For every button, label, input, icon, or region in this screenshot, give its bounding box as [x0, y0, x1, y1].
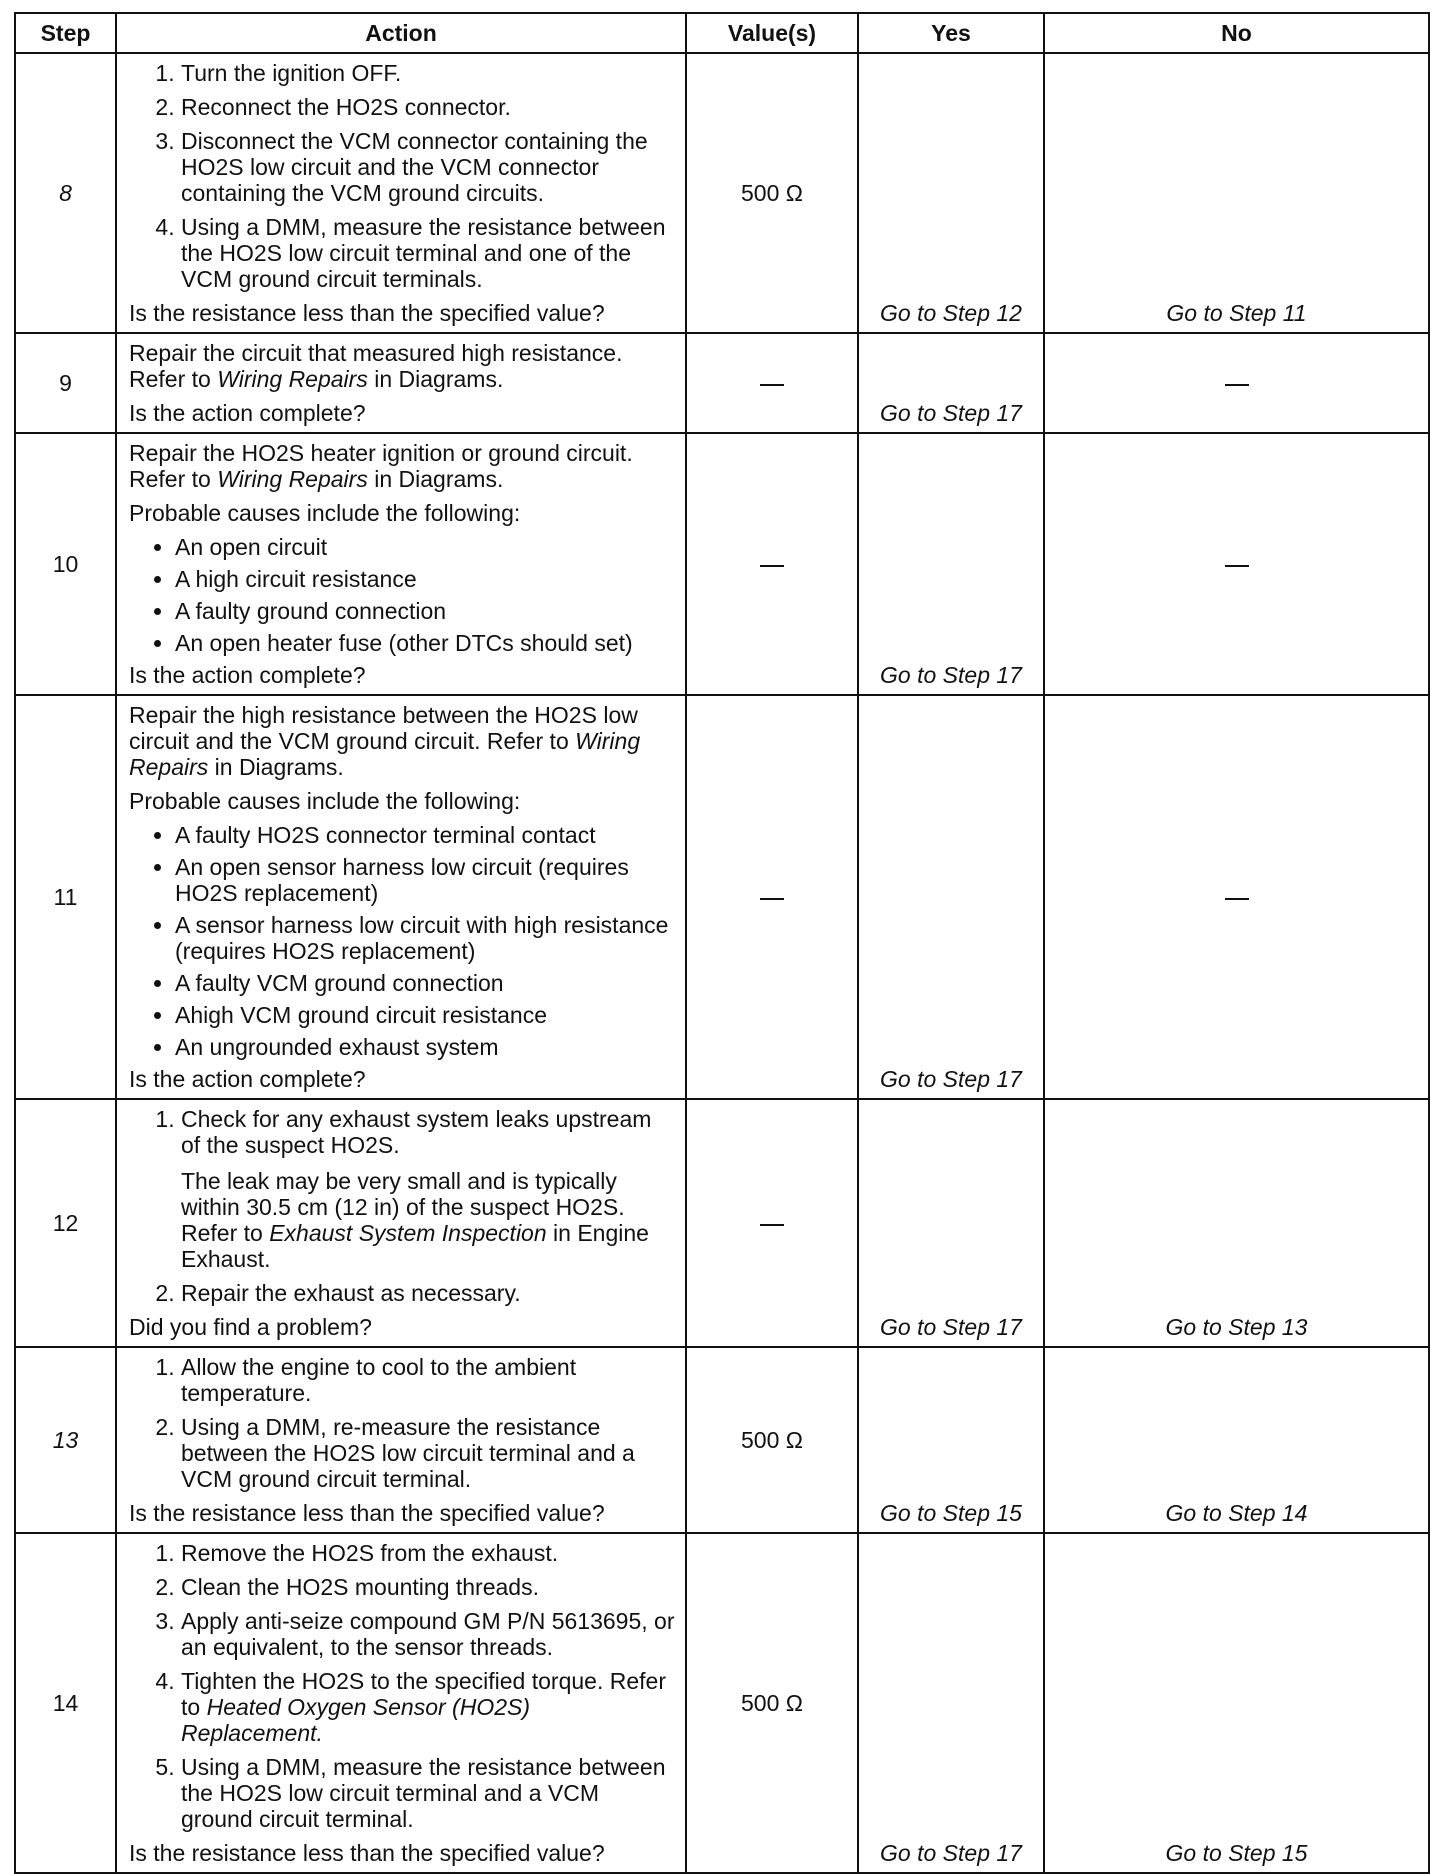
- header-step: Step: [15, 13, 116, 53]
- step-number: 11: [15, 695, 116, 1099]
- list-item: 4. Tighten the HO2S to the specified torque. Refer to Heated Oxygen Sensor (HO2S) Replacement.: [181, 1668, 675, 1746]
- step-number: 8: [15, 53, 116, 333]
- step-number: 14: [15, 1533, 116, 1873]
- action-steps: [129, 1354, 675, 1492]
- list-item: 5. Using a DMM, measure the resistance between the HO2S low circuit terminal and a VCM ground circuit terminal.: [181, 1754, 675, 1832]
- action-cell: [116, 53, 686, 333]
- header-action: Action: [116, 13, 686, 53]
- action-steps: [129, 1540, 675, 1832]
- header-no: No: [1044, 13, 1429, 53]
- yes-cell: Go to Step 12: [858, 53, 1044, 333]
- value-cell: 500 Ω: [686, 53, 858, 333]
- value-cell: [686, 695, 858, 1099]
- list-item: • A sensor harness low circuit with high resistance (requires HO2S replacement): [175, 912, 675, 964]
- list-item: • A faulty VCM ground connection: [175, 970, 675, 996]
- value-cell: 500 Ω: [686, 1347, 858, 1533]
- yes-cell: Go to Step 17: [858, 433, 1044, 695]
- question: Is the resistance less than the specified value?: [129, 1500, 605, 1526]
- action-text: Repair the circuit that measured high resistance. Refer to Wiring Repairs in Diagrams.: [129, 340, 623, 392]
- question: Is the resistance less than the specified value?: [129, 1840, 605, 1866]
- table-row: [15, 433, 1429, 695]
- dash-mark: [1225, 898, 1249, 900]
- dash-mark: [1225, 384, 1249, 386]
- table-row: [15, 695, 1429, 1099]
- causes-label: Probable causes include the following:: [129, 500, 521, 526]
- no-cell: Go to Step 11: [1044, 53, 1429, 333]
- action-cell: [116, 333, 686, 433]
- yes-cell: Go to Step 17: [858, 1099, 1044, 1347]
- value-cell: 500 Ω: [686, 1533, 858, 1873]
- step-number: 10: [15, 433, 116, 695]
- list-item: • An open circuit: [175, 534, 675, 560]
- list-item: 2. Using a DMM, re-measure the resistance between the HO2S low circuit terminal and a VCM ground circuit terminal.: [181, 1414, 675, 1492]
- no-cell: Go to Step 13: [1044, 1099, 1429, 1347]
- causes-list: [129, 822, 675, 1060]
- action-cell: [116, 433, 686, 695]
- action-cell: [116, 1099, 686, 1347]
- step-number: 12: [15, 1099, 116, 1347]
- yes-cell: Go to Step 15: [858, 1347, 1044, 1533]
- table-row: [15, 1347, 1429, 1533]
- no-cell: [1044, 333, 1429, 433]
- list-item: • A faulty HO2S connector terminal contact: [175, 822, 675, 848]
- dash-mark: [760, 898, 784, 900]
- dash-mark: [760, 565, 784, 567]
- list-item: • Ahigh VCM ground circuit resistance: [175, 1002, 675, 1028]
- table-row: [15, 1099, 1429, 1347]
- yes-cell: Go to Step 17: [858, 695, 1044, 1099]
- list-item: 1. Turn the ignition OFF.: [181, 60, 675, 86]
- question: Did you find a problem?: [129, 1314, 372, 1340]
- list-item: 2. Repair the exhaust as necessary.: [181, 1280, 675, 1306]
- list-item: • An open sensor harness low circuit (requires HO2S replacement): [175, 854, 675, 906]
- value-cell: [686, 1099, 858, 1347]
- action-cell: [116, 1347, 686, 1533]
- list-item: 2. Reconnect the HO2S connector.: [181, 94, 675, 120]
- yes-cell: Go to Step 17: [858, 1533, 1044, 1873]
- question: Is the action complete?: [129, 1066, 366, 1092]
- value-cell: [686, 333, 858, 433]
- question: Is the resistance less than the specified value?: [129, 300, 605, 326]
- list-item: 1. Check for any exhaust system leaks upstream of the suspect HO2S. The leak may be very small and is typically within 30.5 cm (12 in) of the suspect HO2S. Refer to Exhaust System Inspection in Engine Exhaust.: [181, 1106, 675, 1272]
- list-item: • A faulty ground connection: [175, 598, 675, 624]
- action-steps: [129, 60, 675, 292]
- list-item: • An ungrounded exhaust system: [175, 1034, 675, 1060]
- list-item: 4. Using a DMM, measure the resistance between the HO2S low circuit terminal and one of the VCM ground circuit terminals.: [181, 214, 675, 292]
- list-item: • An open heater fuse (other DTCs should set): [175, 630, 675, 656]
- table-row: [15, 1533, 1429, 1873]
- value-cell: [686, 433, 858, 695]
- diagnostic-table: [14, 12, 1430, 1874]
- list-item: 1. Allow the engine to cool to the ambient temperature.: [181, 1354, 675, 1406]
- action-steps: [129, 1106, 675, 1306]
- causes-list: [129, 534, 675, 656]
- dash-mark: [1225, 565, 1249, 567]
- list-item: 1. Remove the HO2S from the exhaust.: [181, 1540, 675, 1566]
- diagnostic-table-page: [14, 12, 1428, 1874]
- header-row: [15, 13, 1429, 53]
- question: Is the action complete?: [129, 400, 366, 426]
- list-item-note: The leak may be very small and is typically within 30.5 cm (12 in) of the suspect HO2S. Refer to Exhaust System Inspection in Engine Exhaust.: [181, 1168, 649, 1272]
- action-cell: [116, 695, 686, 1099]
- action-cell: [116, 1533, 686, 1873]
- step-number: 13: [15, 1347, 116, 1533]
- no-cell: [1044, 433, 1429, 695]
- list-item: 3. Disconnect the VCM connector containing the HO2S low circuit and the VCM connector containing the VCM ground circuits.: [181, 128, 675, 206]
- no-cell: Go to Step 15: [1044, 1533, 1429, 1873]
- dash-mark: [760, 384, 784, 386]
- list-item: • A high circuit resistance: [175, 566, 675, 592]
- action-text: Repair the high resistance between the HO2S low circuit and the VCM ground circuit. Refer to Wiring Repairs in Diagrams.: [129, 702, 641, 780]
- causes-label: Probable causes include the following:: [129, 788, 521, 814]
- table-row: [15, 53, 1429, 333]
- list-item: 2. Clean the HO2S mounting threads.: [181, 1574, 675, 1600]
- dash-mark: [760, 1224, 784, 1226]
- question: Is the action complete?: [129, 662, 366, 688]
- header-yes: Yes: [858, 13, 1044, 53]
- step-number: 9: [15, 333, 116, 433]
- no-cell: Go to Step 14: [1044, 1347, 1429, 1533]
- header-value: Value(s): [686, 13, 858, 53]
- yes-cell: Go to Step 17: [858, 333, 1044, 433]
- action-text: Repair the HO2S heater ignition or ground circuit. Refer to Wiring Repairs in Diagrams.: [129, 440, 633, 492]
- table-row: [15, 333, 1429, 433]
- no-cell: [1044, 695, 1429, 1099]
- list-item: 3. Apply anti-seize compound GM P/N 5613695, or an equivalent, to the sensor threads.: [181, 1608, 675, 1660]
